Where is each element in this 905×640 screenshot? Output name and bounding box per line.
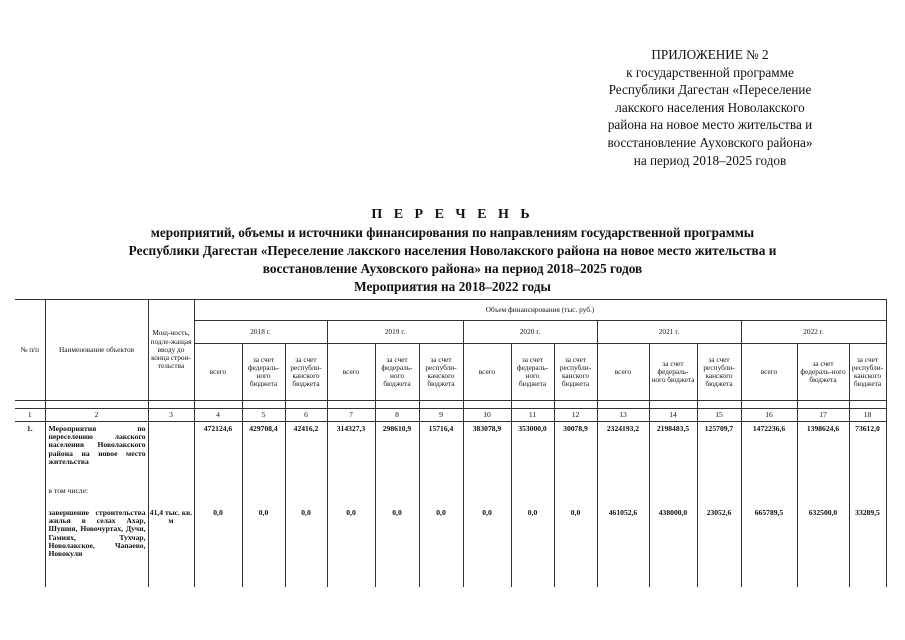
column-number: 12 xyxy=(554,409,597,422)
header-year: 2020 г. xyxy=(463,321,597,344)
header-federal: за счет федераль-ного бюджета xyxy=(511,344,554,401)
row-value xyxy=(697,487,741,501)
row-power xyxy=(148,487,194,501)
row-value: 125709,7 xyxy=(697,422,741,488)
column-number: 8 xyxy=(375,409,419,422)
header-republic: за счет республи-канского бюджета xyxy=(697,344,741,401)
header-republic: за счет республи-канского бюджета xyxy=(285,344,327,401)
row-value xyxy=(511,487,554,501)
header-financing: Объем финансирования (тыс. руб.) xyxy=(194,300,886,321)
spacer-row xyxy=(15,401,886,409)
document-title xyxy=(20,206,885,296)
financing-table xyxy=(15,299,887,587)
row-value: 314327,3 xyxy=(327,422,375,488)
header-year: 2019 г. xyxy=(327,321,463,344)
header-year: 2021 г. xyxy=(597,321,741,344)
row-value xyxy=(597,487,649,501)
header-total: всего xyxy=(463,344,511,401)
row-power xyxy=(148,422,194,488)
column-number: 17 xyxy=(797,409,849,422)
row-value xyxy=(375,487,419,501)
header-total: всего xyxy=(194,344,242,401)
header-republic: за счет республи-канского бюджета xyxy=(849,344,886,401)
row-name: в том числе: xyxy=(45,487,148,501)
row-value: 0,0 xyxy=(463,501,511,587)
column-number: 13 xyxy=(597,409,649,422)
header-republic: за счет республи-канского бюджета xyxy=(419,344,463,401)
appendix-line: ПРИЛОЖЕНИЕ № 2 xyxy=(651,47,769,62)
row-value: 33289,5 xyxy=(849,501,886,587)
row-value: 0,0 xyxy=(554,501,597,587)
column-number: 2 xyxy=(45,409,148,422)
header-federal: за счет федераль-ного бюджета xyxy=(242,344,285,401)
header-federal: за счет федераль-ного бюджета xyxy=(649,344,697,401)
row-name: завершение строительства жилья в селах Ахар, Шушия, Новочуртах, Дучи, Гамиях, Тухчар, Новолакское, Чапаево, Новокули xyxy=(45,501,148,587)
row-value: 73612,0 xyxy=(849,422,886,488)
row-value: 0,0 xyxy=(375,501,419,587)
row-value: 461052,6 xyxy=(597,501,649,587)
row-value xyxy=(327,487,375,501)
row-number xyxy=(15,501,45,587)
row-value xyxy=(194,487,242,501)
header-year: 2018 г. xyxy=(194,321,327,344)
row-value: 665789,5 xyxy=(741,501,797,587)
row-value: 0,0 xyxy=(511,501,554,587)
row-value xyxy=(285,487,327,501)
row-value xyxy=(554,487,597,501)
column-number: 6 xyxy=(285,409,327,422)
header-republic: за счет республи-канского бюджета xyxy=(554,344,597,401)
title-line: Республики Дагестан «Переселение лакского населения Новолакского района на новое место жительства и xyxy=(128,243,777,258)
row-value xyxy=(797,487,849,501)
row-value: 429708,4 xyxy=(242,422,285,488)
header-total: всего xyxy=(597,344,649,401)
column-number: 5 xyxy=(242,409,285,422)
row-value: 23052,6 xyxy=(697,501,741,587)
table-row xyxy=(15,422,886,488)
row-value xyxy=(849,487,886,501)
title-line: Мероприятия на 2018–2022 годы xyxy=(354,279,551,294)
row-value: 15716,4 xyxy=(419,422,463,488)
appendix-caption xyxy=(560,46,860,169)
title-heading: П Е Р Е Ч Е Н Ь xyxy=(371,207,534,222)
row-value: 42416,2 xyxy=(285,422,327,488)
column-number: 18 xyxy=(849,409,886,422)
column-number: 16 xyxy=(741,409,797,422)
appendix-line: восстановление Ауховского района» xyxy=(607,134,813,150)
column-number: 4 xyxy=(194,409,242,422)
header-federal: за счет федераль-ного бюджета xyxy=(797,344,849,401)
header-name: Наименование объектов xyxy=(45,300,148,401)
row-value: 0,0 xyxy=(419,501,463,587)
column-number: 15 xyxy=(697,409,741,422)
column-number: 14 xyxy=(649,409,697,422)
row-value: 298610,9 xyxy=(375,422,419,488)
row-value: 0,0 xyxy=(242,501,285,587)
row-value: 0,0 xyxy=(285,501,327,587)
row-value: 438000,0 xyxy=(649,501,697,587)
appendix-line: на период 2018–2025 годов xyxy=(633,152,787,168)
header-year: 2022 г. xyxy=(741,321,886,344)
header-row xyxy=(15,300,886,321)
row-value xyxy=(463,487,511,501)
row-value: 30078,9 xyxy=(554,422,597,488)
row-power: 41,4 тыс. кв. м xyxy=(148,501,194,587)
row-value xyxy=(741,487,797,501)
row-value: 632500,0 xyxy=(797,501,849,587)
row-value: 0,0 xyxy=(327,501,375,587)
row-value: 1472236,6 xyxy=(741,422,797,488)
row-value: 472124,6 xyxy=(194,422,242,488)
table-row xyxy=(15,487,886,501)
row-value: 2324193,2 xyxy=(597,422,649,488)
appendix-line: лакского населения Новолакского xyxy=(615,99,805,115)
appendix-line: к государственной программе xyxy=(626,64,794,80)
column-number: 7 xyxy=(327,409,375,422)
appendix-line: района на новое место жительства и xyxy=(607,117,813,133)
column-number: 1 xyxy=(15,409,45,422)
header-total: всего xyxy=(741,344,797,401)
column-number: 11 xyxy=(511,409,554,422)
title-line: мероприятий, объемы и источники финансирования по направлениям государственной программы xyxy=(150,225,755,240)
column-number: 9 xyxy=(419,409,463,422)
header-power: Мощ-ность, подле-жащая вводу до конца строи-тельства xyxy=(148,300,194,401)
row-number xyxy=(15,487,45,501)
header-number: № п/п xyxy=(15,300,45,401)
appendix-line: Республики Дагестан «Переселение xyxy=(608,82,812,98)
row-value xyxy=(242,487,285,501)
header-federal: за счет федераль-ного бюджета xyxy=(375,344,419,401)
row-name: Мероприятия по переселению лакского населения Новолакского района на новое место жительства xyxy=(45,422,148,488)
title-line: восстановление Ауховского района» на период 2018–2025 годов xyxy=(262,261,643,276)
row-value: 383078,9 xyxy=(463,422,511,488)
row-value: 1398624,6 xyxy=(797,422,849,488)
table-row xyxy=(15,501,886,587)
column-numbers-row xyxy=(15,409,886,422)
column-number: 3 xyxy=(148,409,194,422)
row-value xyxy=(649,487,697,501)
row-value xyxy=(419,487,463,501)
column-number: 10 xyxy=(463,409,511,422)
row-number: 1. xyxy=(15,422,45,488)
row-value: 0,0 xyxy=(194,501,242,587)
row-value: 353000,0 xyxy=(511,422,554,488)
header-total: всего xyxy=(327,344,375,401)
row-value: 2198483,5 xyxy=(649,422,697,488)
